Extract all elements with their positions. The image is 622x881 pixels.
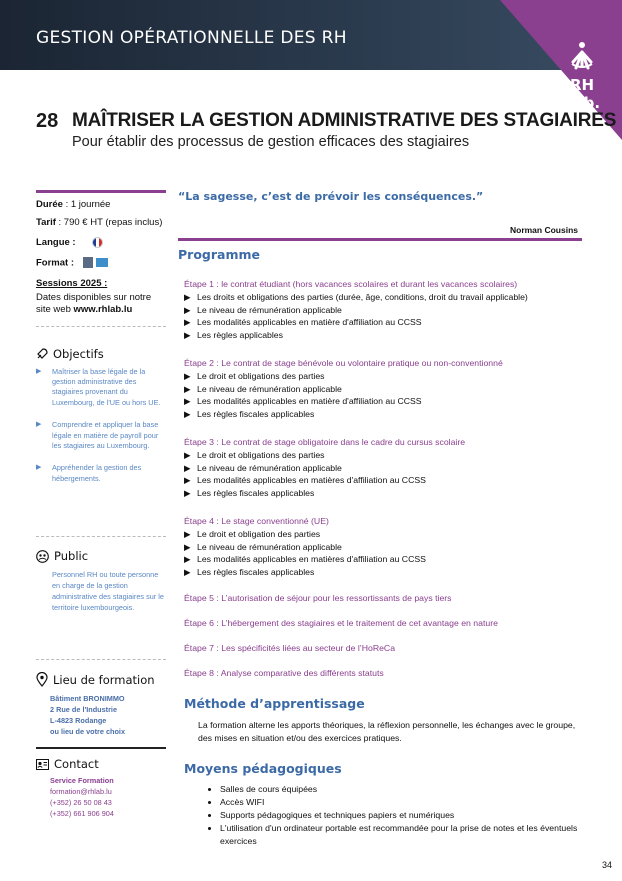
list-item: ▶ Les modalités applicables en matière d'affiliation au CCSS [184,316,582,329]
quote: “La sagesse, c’est de prévoir les conséquences.” [178,190,484,203]
sidebar [36,190,166,819]
brand-logo [552,40,612,112]
objectifs-list [36,367,166,485]
list-item: ▶ Les règles fiscales applicables [184,487,582,500]
moyens-section [184,761,582,848]
main-content [178,190,582,848]
stage-4 [184,515,582,578]
stage-5 [184,592,582,605]
list-item: ▶ Le niveau de rémunération applicable [184,383,582,396]
classroom-icon [83,257,93,268]
list-item: ▶ Les droits et obligations des parties (durée, âge, conditions, droit du travail applicable) [184,291,582,304]
rocket-icon [36,348,48,360]
list-item: ▶ Comprendre et appliquer la base légale en matière de payroll pour les stagiaires au Luxembourg. [36,420,166,451]
stage-6 [184,617,582,630]
list-item: ▶ Les règles applicables [184,329,582,342]
objectifs-title-text: Objectifs [53,346,104,361]
list-item: ▶ Le niveau de rémunération applicable [184,462,582,475]
sessions-site-link[interactable]: www.rhlab.lu [70,303,133,315]
stage-title: Étape 6 : L’hébergement des stagiaires et le traitement de cet avantage en nature [184,618,498,628]
programme-title: Programme [178,247,260,262]
list-item: ▶ Maîtriser la base légale de la gestion administrative des stagiaires provenant du Luxembourg, de l'UE ou hors UE. [36,367,166,409]
contact-phone: (+352) 26 50 08 43 [50,798,112,808]
sessions-text [36,292,166,316]
address-line: Bâtiment BRONIMMO [50,694,125,704]
divider [36,747,166,749]
contact-service: Service Formation [50,776,114,786]
sidebar-top-bar [36,190,166,193]
contact-title-text: Contact [54,757,99,772]
remote-icon [96,258,108,267]
methode-title: Méthode d’apprentissage [184,696,365,711]
divider [36,536,166,537]
address-line: ou lieu de votre choix [50,727,126,737]
list-item: ▶ Les règles fiscales applicables [184,408,582,421]
french-flag-icon [92,237,103,248]
langue-line [36,237,166,249]
section-title: GESTION OPÉRATIONNELLE DES RH [36,28,347,48]
lieu-title-text: Lieu de formation [53,672,155,687]
programme-bar [178,238,582,241]
divider [36,326,166,327]
contact-title [36,757,166,771]
stage-7 [184,642,582,655]
tarif-line [36,217,166,229]
duree-value: : 1 journée [62,199,111,210]
format-icons [83,257,111,269]
contact-email-link[interactable]: formation@rhlab.lu [50,787,112,797]
stage-title: Étape 2 : Le contrat de stage bénévole ou volontaire pratique ou non-conventionné [184,358,503,368]
course-title: MAÎTRISER LA GESTION ADMINISTRATIVE DES STAGIAIRES [72,110,617,131]
course-subtitle: Pour établir des processus de gestion efficaces des stagiaires [72,134,470,150]
list-item: ▶ Les modalités applicables en matière d'affiliation au CCSS [184,395,582,408]
contact-phone: (+352) 661 906 904 [50,809,114,819]
people-group-icon [36,550,49,563]
sessions-desc: Dates disponibles sur notre site web [36,291,152,315]
stage-2 [184,357,582,420]
stage-title: Étape 1 : le contrat étudiant (hors vacances scolaires et durant les vacances scolaires) [184,279,518,289]
duree-label: Durée [36,199,63,210]
contact-details [36,775,166,819]
methode-text: La formation alterne les apports théoriques, la réflexion personnelle, les échanges avec le groupe, des mises en situation et/ou des exercices pratiques. [198,720,576,743]
duree-line [36,199,166,211]
list-item: ▶ Le niveau de rémunération applicable [184,304,582,317]
stage-3 [184,436,582,499]
stage-1 [184,278,582,341]
public-title [36,549,166,563]
list-item: • Supports pédagogiques et techniques papiers et numériques [220,809,582,822]
format-label: Format : [36,257,74,269]
contact-card-icon [36,759,49,770]
divider [36,659,166,660]
list-item: ▶ Appréhender la gestion des hébergements. [36,463,166,484]
list-item: ▶ Le niveau de rémunération applicable [184,541,582,554]
format-line [36,257,166,270]
page-number: 34 [601,860,612,870]
list-item: ▶ Les modalités applicables en matières d'affiliation au CCSS [184,553,582,566]
stage-8 [184,667,582,680]
list-item: ▶ Le droit et obligations des parties [184,449,582,462]
list-item: • Accès WIFI [220,796,582,809]
list-item: • Salles de cours équipées [220,783,582,796]
sessions-label: Sessions 2025 : [36,277,108,289]
moyens-list [220,783,582,848]
list-item: • L'utilisation d'un ordinateur portable est recommandée pour la prise de notes et les éventuels exercices [220,822,582,848]
public-text: Personnel RH ou toute personne en charge de la gestion administrative des stagiaires sur le territoire luxembourgeois. [52,570,164,613]
brand-name: RH Lab. [563,76,601,112]
lieu-address [36,693,166,737]
moyens-title: Moyens pédagogiques [184,761,342,776]
stage-title: Étape 5 : L’autorisation de séjour pour les ressortissants de pays tiers [184,593,452,603]
stage-title: Étape 3 : Le contrat de stage obligatoire dans le cadre du cursus scolaire [184,437,466,447]
objectifs-title [36,347,166,361]
list-item: ▶ Les modalités applicables en matières d'affiliation au CCSS [184,474,582,487]
course-number: 28 [36,110,59,132]
list-item: ▶ Le droit et obligation des parties [184,528,582,541]
stage-title: Étape 7 : Les spécificités liées au secteur de l’HoReCa [184,643,396,653]
address-line: L-4823 Rodange [50,716,107,726]
methode-section [184,696,582,745]
stage-title: Étape 4 : Le stage conventionné (UE) [184,516,329,526]
location-pin-icon [36,672,48,687]
public-title-text: Public [54,549,89,564]
rh-lab-logo-icon [567,40,597,74]
quote-author: Norman Cousins [509,225,578,235]
address-line: 2 Rue de l'Industrie [50,705,118,715]
list-item: ▶ Les règles fiscales applicables [184,566,582,579]
tarif-label: Tarif [36,217,56,228]
lieu-title [36,672,166,687]
stage-title: Étape 8 : Analyse comparative des différents statuts [184,668,384,678]
langue-label: Langue : [36,237,76,249]
list-item: ▶ Le droit et obligations des parties [184,370,582,383]
tarif-value: : 790 € HT (repas inclus) [55,217,163,228]
